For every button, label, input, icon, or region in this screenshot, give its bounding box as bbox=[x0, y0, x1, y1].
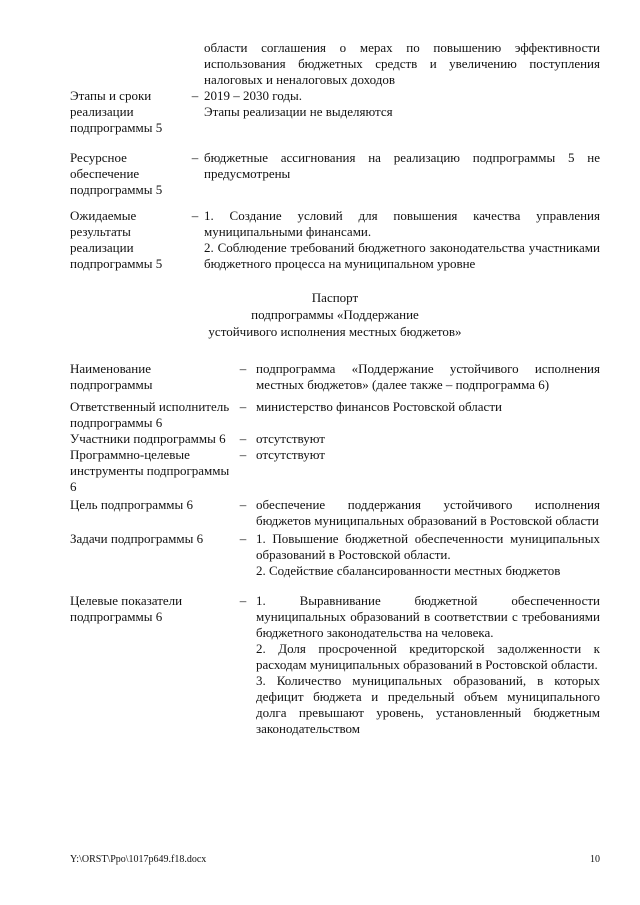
row-dash: – bbox=[239, 399, 247, 414]
row-value bbox=[204, 150, 600, 198]
row-value-line: отсутствуют bbox=[256, 431, 325, 446]
intro-dash-spacer bbox=[186, 40, 204, 88]
passport-row bbox=[70, 208, 600, 272]
row-value-line: обеспечение поддержания устойчивого исполнения бюджетов муниципальных образований в Ростовской области bbox=[256, 497, 600, 528]
row-value-line: 1. Создание условий для повышения качества управления муниципальными финансами. bbox=[204, 208, 600, 239]
row-value bbox=[256, 531, 600, 579]
row-value bbox=[256, 447, 600, 495]
row-value-line: 2. Соблюдение требований бюджетного законодательства участниками бюджетного процесса на муниципальном уровне bbox=[204, 240, 600, 271]
passport-row bbox=[70, 447, 600, 495]
row-value-line: 1. Повышение бюджетной обеспеченности муниципальных образований в Ростовской области. bbox=[256, 531, 600, 562]
row-dash: – bbox=[239, 497, 247, 512]
passport-title-line: устойчивого исполнения местных бюджетов» bbox=[208, 324, 462, 339]
row-label: Наименование подпрограммы bbox=[70, 361, 153, 392]
row-value-line: министерство финансов Ростовской области bbox=[256, 399, 502, 414]
intro-label-spacer bbox=[70, 40, 186, 88]
row-value bbox=[256, 593, 600, 737]
row-value bbox=[256, 431, 600, 447]
row-value-line: 3. Количество муниципальных образований, в которых дефицит бюджета и предельный объем муниципального долга превышают уровень, установленный бюджетным законодательством bbox=[256, 673, 600, 736]
page-footer bbox=[70, 854, 600, 866]
passport-row bbox=[70, 150, 600, 198]
row-value-line: 2019 – 2030 годы. bbox=[204, 88, 302, 103]
row-dash: – bbox=[239, 431, 247, 446]
row-value bbox=[256, 399, 600, 431]
passport-row bbox=[70, 361, 600, 393]
passport-title bbox=[70, 289, 600, 340]
row-dash: – bbox=[191, 150, 199, 165]
row-dash: – bbox=[191, 208, 199, 223]
intro-value bbox=[204, 40, 600, 88]
row-dash: – bbox=[239, 447, 247, 462]
passport-title-line: подпрограммы «Поддержание bbox=[251, 307, 419, 322]
row-value bbox=[204, 208, 600, 272]
row-label: Ответственный исполнитель подпрограммы 6 bbox=[70, 399, 230, 430]
row-label: Программно-целевые инструменты подпрограммы 6 bbox=[70, 447, 230, 494]
passport-row bbox=[70, 88, 600, 136]
intro-row bbox=[70, 40, 600, 88]
row-dash: – bbox=[239, 593, 247, 608]
passport-row bbox=[70, 497, 600, 529]
passport-title-line: Паспорт bbox=[311, 290, 359, 305]
intro-text: области соглашения о мерах по повышению эффективности использования бюджетных средств и увеличению поступления налоговых и неналоговых доходов bbox=[204, 40, 600, 87]
row-value-line: бюджетные ассигнования на реализацию подпрограммы 5 не предусмотрены bbox=[204, 150, 600, 181]
row-value bbox=[256, 361, 600, 393]
passport-row bbox=[70, 531, 600, 579]
passport-row bbox=[70, 431, 600, 447]
row-value-line: 1. Выравнивание бюджетной обеспеченности муниципальных образований в соответствии с требованиями бюджетного законодательства на человека. bbox=[256, 593, 600, 640]
row-label: Этапы и сроки реализации подпрограммы 5 bbox=[70, 88, 163, 135]
row-label: Задачи подпрограммы 6 bbox=[70, 531, 204, 546]
subprogram5-passport-continuation bbox=[70, 40, 600, 272]
row-label: Цель подпрограммы 6 bbox=[70, 497, 194, 512]
row-value-line: Этапы реализации не выделяются bbox=[204, 104, 393, 119]
row-label: Целевые показатели подпрограммы 6 bbox=[70, 593, 183, 624]
subprogram6-passport bbox=[70, 361, 600, 737]
page-number: 10 bbox=[590, 854, 600, 865]
passport-row bbox=[70, 593, 600, 737]
row-value bbox=[204, 88, 600, 136]
row-value-line: 2. Доля просроченной кредиторской задолженности к расходам муниципальных образований в Ростовской области. bbox=[256, 641, 600, 672]
row-label: Участники подпрограммы 6 bbox=[70, 431, 226, 446]
row-dash: – bbox=[239, 361, 247, 376]
file-path: Y:\ORST\Ppo\1017p649.f18.docx bbox=[70, 854, 207, 865]
row-label: Ожидаемые результаты реализации подпрограммы 5 bbox=[70, 208, 163, 271]
row-label: Ресурсное обеспечение подпрограммы 5 bbox=[70, 150, 163, 197]
row-value-line: отсутствуют bbox=[256, 447, 325, 462]
row-value-line: 2. Содействие сбалансированности местных бюджетов bbox=[256, 563, 561, 578]
row-dash: – bbox=[239, 531, 247, 546]
passport-row bbox=[70, 399, 600, 431]
row-dash: – bbox=[191, 88, 199, 103]
row-value bbox=[256, 497, 600, 529]
row-value-line: подпрограмма «Поддержание устойчивого исполнения местных бюджетов» (далее также – подпрограмма 6) bbox=[256, 361, 600, 392]
